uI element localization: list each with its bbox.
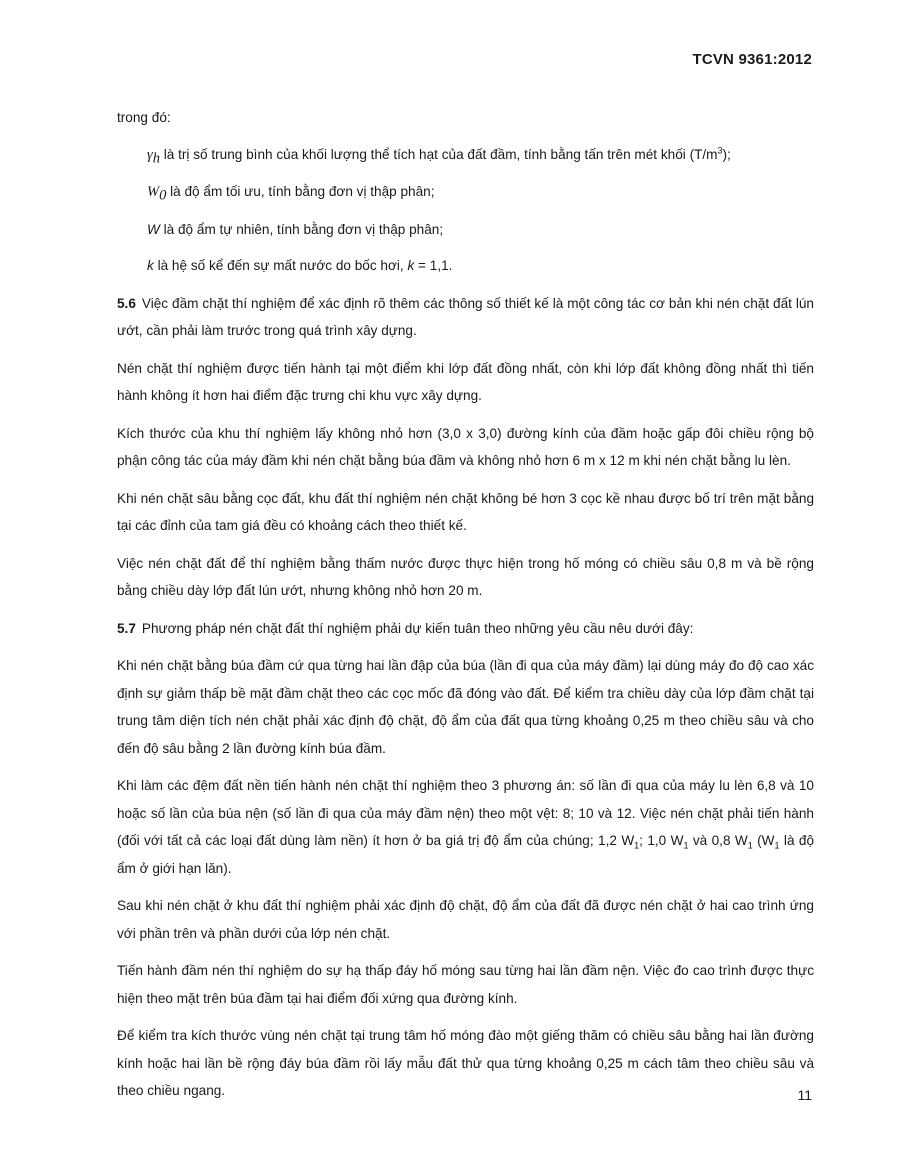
paragraph: Khi nén chặt sâu bằng cọc đất, khu đất thí nghiệm nén chặt không bé hơn 3 cọc kề nhau được bố trí trên mặt bằng tại các đỉnh của tam giá đều có khoảng cách theo thiết kế.: [117, 490, 814, 533]
document-code-header: TCVN 9361:2012: [692, 51, 812, 68]
definition-gamma-text: là trị số trung bình của khối lượng thể tích hạt của đất đầm, tính bằng tấn trên mét khối (T/m: [163, 146, 718, 162]
paragraph: Tiến hành đầm nén thí nghiệm do sự hạ thấp đáy hố móng sau từng hai lần đầm nện. Việc đo cao trình được thực hiện theo mặt trên búa đầm tại hai điểm đối xứng qua đường kính.: [117, 963, 814, 1006]
symbol-w: W: [147, 221, 160, 237]
symbol-gamma-subscript: h: [152, 150, 160, 167]
paragraph-text: và 0,8 W: [688, 833, 748, 848]
paragraph: Việc nén chặt đất để thí nghiệm bằng thấm nước được thực hiện trong hố móng có chiều sâu 0,8 m và bề rộng bằng chiều dày lớp đất lún ướt, nhưng không nhỏ hơn 20 m.: [117, 555, 814, 598]
unit-superscript: 3: [717, 144, 723, 155]
symbol-w0-subscript: 0: [159, 187, 167, 204]
symbol-k: k: [147, 258, 154, 273]
section-5-6-heading-paragraph: [117, 290, 814, 345]
paragraph: Khi nén chặt bằng búa đầm cứ qua từng hai lần đập của búa (lần đi qua của máy đầm) lại dùng máy đo độ cao xác định sự giảm thấp bề mặt đầm chặt theo các cọc mốc đã đóng vào đất. Để kiểm tra chiều dày của lớp đầm chặt tại trung tâm diện tích nén chặt phải xác định độ chặt, độ ẩm của đất qua từng khoảng 0,25 m theo chiều sâu và cho đến độ sâu bằng 2 lần đường kính búa đầm.: [117, 658, 814, 756]
page-body: [117, 104, 814, 1105]
definition-k: [117, 252, 814, 280]
section-number-5-7: 5.7: [117, 620, 136, 636]
paragraph-text: ; 1,0 W: [639, 833, 684, 848]
paragraph-text: (W: [752, 833, 775, 848]
definition-w: [117, 216, 814, 244]
paragraph-text: Khi làm các đệm đất nền tiến hành nén chặt thí nghiệm theo 3 phương án: số lần đi qua của máy lu lèn 6,8 và 10 hoặc số lần của búa nện (số lần đi qua của máy đầm nện) theo một vệt: 8; 10 và 12. Việc nén chặt phải tiến hành (đối với tất cả các loại đất dùng làm nền) ít hơn ở ba giá trị độ ẩm của chúng; 1,2 W: [117, 778, 814, 848]
paragraph-moisture-values: [117, 772, 814, 882]
paragraph: Nén chặt thí nghiệm được tiến hành tại một điểm khi lớp đất đồng nhất, còn khi lớp đất không đồng nhất thì tiến hành không ít hơn hai điểm đặc trưng chi khu vực xây dựng.: [117, 360, 814, 403]
definition-k-text: là hệ số kể đến sự mất nước do bốc hơi,: [157, 258, 404, 273]
subscript: 1: [774, 840, 780, 851]
paragraph: Để kiểm tra kích thước vùng nén chặt tại trung tâm hố móng đào một giếng thăm có chiều sâu bằng hai lần đường kính hoặc hai lần bề rộng đáy búa đầm rồi lấy mẫu đất thử qua từng khoảng 0,25 m cách tâm theo chiều sâu và theo chiều ngang.: [117, 1028, 814, 1098]
section-5-7-text: Phương pháp nén chặt đất thí nghiệm phải dự kiến tuân theo những yêu cầu nêu dưới đây:: [141, 620, 694, 636]
symbol-gamma: γ: [147, 146, 153, 163]
definition-gamma-end: );: [722, 146, 731, 162]
section-number-5-6: 5.6: [117, 295, 136, 311]
definition-gamma: [117, 141, 814, 170]
symbol-w0: W: [147, 184, 160, 200]
subscript: 1: [747, 840, 753, 851]
definition-w0: [117, 178, 814, 207]
paragraph: Sau khi nén chặt ở khu đất thí nghiệm phải xác định độ chặt, độ ẩm của đất đã được nén chặt ở hai cao trình ứng với phần trên và phần dưới của lớp nén chặt.: [117, 898, 814, 941]
paragraph-text: là độ ẩm ở giới hạn lăn).: [117, 833, 815, 876]
definition-w-text: là độ ẩm tự nhiên, tính bằng đơn vị thập phân;: [163, 221, 444, 237]
subscript: 1: [683, 840, 689, 851]
page-number: 11: [797, 1087, 812, 1103]
section-5-7-heading-paragraph: [117, 615, 814, 643]
paragraph: Kích thước của khu thí nghiệm lấy không nhỏ hơn (3,0 x 3,0) đường kính của đầm hoặc gấp đôi chiều rộng bộ phận công tác của máy đầm khi nén chặt bằng búa đầm và không nhỏ hơn 6 m x 12 m khi nén chặt bằng lu lèn.: [117, 425, 814, 468]
section-5-6-text: Việc đầm chặt thí nghiệm để xác định rõ thêm các thông số thiết kế là một công tác cơ bản khi nén chặt đất lún ướt, cần phải làm trước trong quá trình xây dựng.: [117, 295, 814, 338]
definition-k-value: = 1,1.: [418, 258, 453, 273]
symbol-k-eq: k: [407, 258, 415, 273]
where-label: trong đó:: [117, 110, 171, 125]
subscript: 1: [634, 840, 640, 851]
definition-w0-text: là độ ẩm tối ưu, tính bằng đơn vị thập phân;: [170, 184, 435, 199]
